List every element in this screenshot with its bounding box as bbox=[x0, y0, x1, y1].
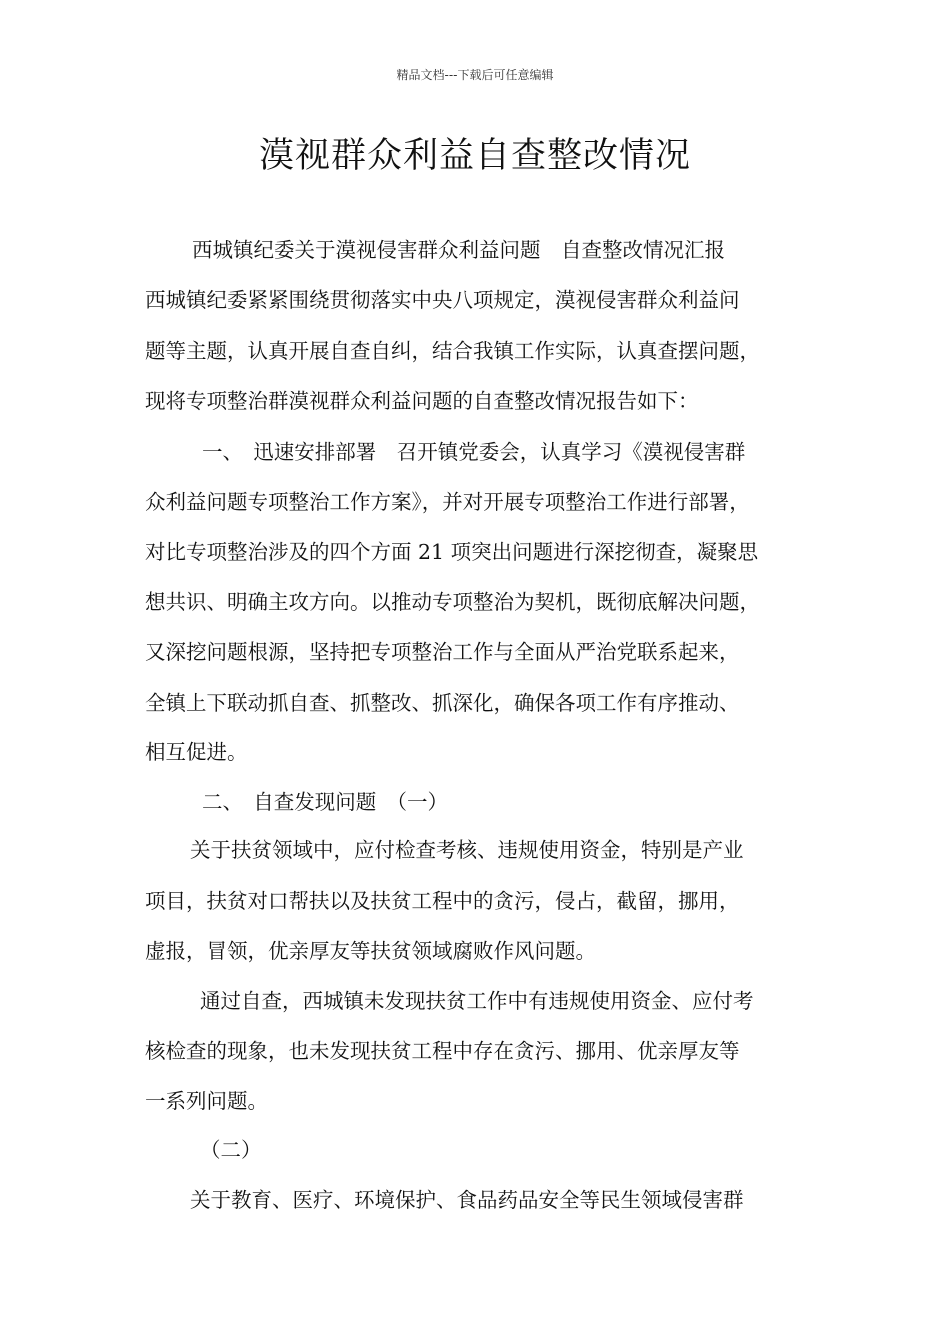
paragraph-line: 项目，扶贫对口帮扶以及扶贫工程中的贪污，侵占，截留，挪用， bbox=[145, 889, 740, 913]
paragraph-line: 虚报，冒领，优亲厚友等扶贫领域腐败作风问题。 bbox=[145, 939, 596, 963]
paragraph-line: 西城镇纪委关于漠视侵害群众利益问题 自查整改情况汇报 bbox=[192, 238, 725, 262]
paragraph-line: 题等主题，认真开展自查自纠，结合我镇工作实际，认真查摆问题， bbox=[145, 339, 760, 363]
paragraph-line: 一系列问题。 bbox=[145, 1089, 268, 1113]
paragraph-line: 通过自查，西城镇未发现扶贫工作中有违规使用资金、应付考 bbox=[200, 989, 754, 1013]
paragraph-line: 对比专项整治涉及的四个方面 21 项突出问题进行深挖彻查，凝聚思 bbox=[145, 540, 759, 564]
paragraph-line: 又深挖问题根源，坚持把专项整治工作与全面从严治党联系起来， bbox=[145, 640, 740, 664]
paragraph-line: 西城镇纪委紧紧围绕贯彻落实中央八项规定，漠视侵害群众利益问 bbox=[145, 288, 740, 312]
section-heading-line: 一、 迅速安排部署 召开镇党委会，认真学习《漠视侵害群 bbox=[202, 440, 746, 464]
paragraph-line: 众利益问题专项整治工作方案》，并对开展专项整治工作进行部署， bbox=[145, 490, 750, 514]
paragraph-line: 关于扶贫领域中，应付检查考核、违规使用资金，特别是产业 bbox=[190, 838, 744, 862]
paragraph-line: 关于教育、医疗、环境保护、食品药品安全等民生领域侵害群 bbox=[190, 1188, 744, 1212]
paragraph-line: 核检查的现象，也未发现扶贫工程中存在贪污、挪用、优亲厚友等 bbox=[145, 1039, 740, 1063]
section-heading-line: 二、 自查发现问题 （一） bbox=[202, 790, 448, 814]
subsection-label: （二） bbox=[200, 1138, 262, 1162]
paragraph-line: 全镇上下联动抓自查、抓整改、抓深化，确保各项工作有序推动、 bbox=[145, 691, 740, 715]
paragraph-line: 相互促进。 bbox=[145, 740, 248, 764]
header-note: 精品文档---下载后可任意编辑 bbox=[396, 68, 554, 82]
document-title: 漠视群众利益自查整改情况 bbox=[258, 136, 691, 176]
paragraph-line: 想共识、明确主攻方向。以推动专项整治为契机，既彻底解决问题， bbox=[145, 590, 760, 614]
paragraph-line: 现将专项整治群漠视群众利益问题的自查整改情况报告如下： bbox=[145, 389, 699, 413]
